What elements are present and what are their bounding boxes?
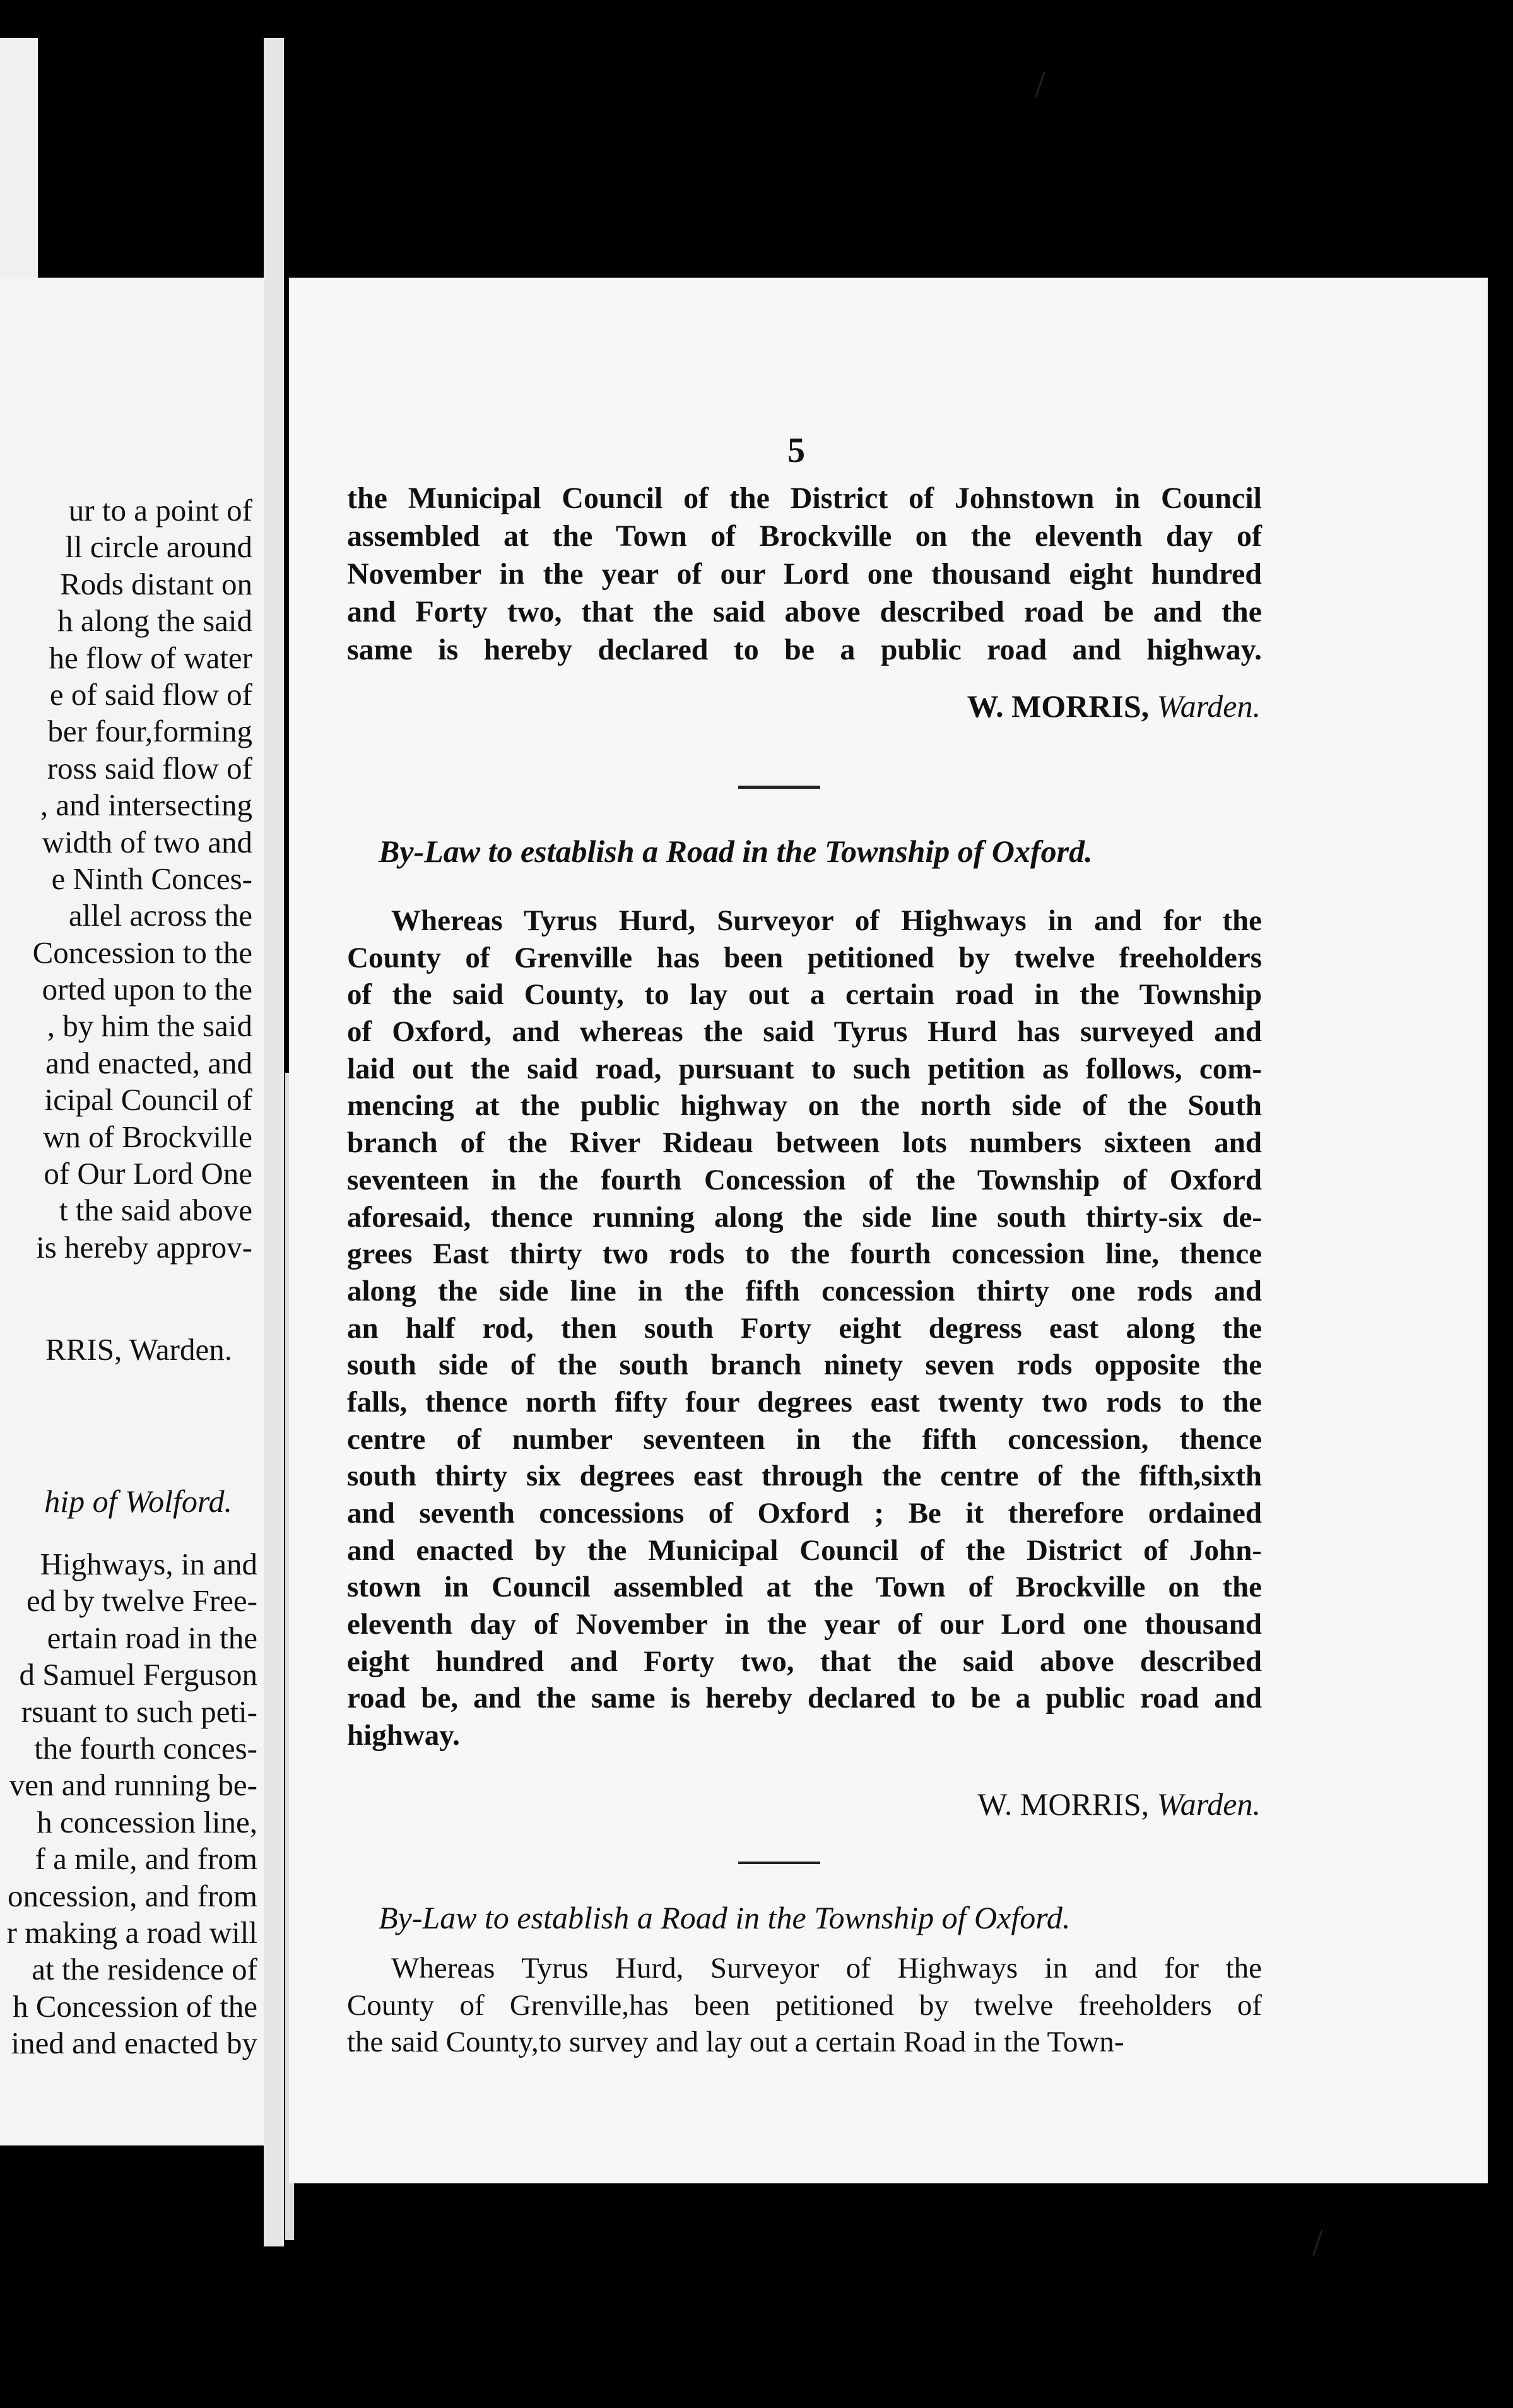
left-page-line: rsuant to such peti- <box>21 1694 257 1729</box>
left-page-line: ross said flow of <box>47 750 252 786</box>
left-page-text-block-2 <box>0 1546 257 2062</box>
left-page-line: ertain road in the <box>47 1620 257 1655</box>
bylaw-body-2 <box>347 1950 1262 2061</box>
body-line: highway. <box>347 1719 460 1752</box>
left-page-line: at the residence of <box>32 1952 257 1987</box>
bylaw-heading-1: By-Law to establish a Road in the Township of Oxford. <box>379 834 1093 869</box>
left-page-line: e Ninth Conces- <box>51 861 252 896</box>
body-line: laid out the said road, pursuant to such petition as follows, com- <box>347 1052 1262 1085</box>
intro-paragraph <box>347 480 1262 669</box>
body-line: of Oxford, and whereas the said Tyrus Hurd has surveyed and <box>347 1015 1262 1049</box>
body-line: falls, thence north fifty four degrees east twenty two rods to the <box>347 1385 1262 1419</box>
body-line: branch of the River Rideau between lots numbers sixteen and <box>347 1126 1262 1160</box>
left-page-line: he flow of water <box>49 640 252 675</box>
left-page-line: allel across the <box>68 898 252 933</box>
intro-line: November in the year of our Lord one thousand eight hundred <box>347 557 1262 591</box>
left-page-line: f a mile, and from <box>35 1841 257 1877</box>
tail-line: County of Grenville,has been petitioned by twelve freeholders of <box>347 1988 1262 2022</box>
left-page <box>0 278 264 2145</box>
left-page-line: width of two and <box>42 824 252 859</box>
left-page-line: Highways, in and <box>40 1547 257 1581</box>
body-line: an half rod, then south Forty eight degress east along the <box>347 1311 1262 1345</box>
tail-line: the said County,to survey and lay out a certain Road in the Town- <box>347 2026 1124 2059</box>
body-line: eleventh day of November in the year of our Lord one thousand <box>347 1608 1262 1641</box>
left-page-line: h Concession of the <box>13 1988 257 2024</box>
left-page-line: and enacted, and <box>45 1045 252 1080</box>
left-page-line: t the said above <box>59 1193 252 1228</box>
intro-line: assembled at the Town of Brockville on the eleventh day of <box>347 519 1262 553</box>
body-line: road be, and the same is hereby declared to be a public road and <box>347 1682 1262 1715</box>
body-line: centre of number seventeen in the fifth concession, thence <box>347 1422 1262 1456</box>
body-line: mencing at the public highway on the north side of the South <box>347 1089 1262 1123</box>
left-page-line: ur to a point of <box>68 493 252 528</box>
left-page-line: d Samuel Ferguson <box>19 1657 257 1692</box>
left-page-line: ll circle around <box>65 529 252 565</box>
left-page-line: orted upon to the <box>42 972 252 1007</box>
left-page-line: is hereby approv- <box>36 1229 252 1265</box>
left-page-line: ven and running be- <box>9 1768 257 1803</box>
signature-1-name: W. MORRIS, <box>967 688 1150 724</box>
signature-1 <box>967 688 1261 724</box>
left-page-line: wn of Brockville <box>42 1119 252 1154</box>
left-page-line: ined and enacted by <box>11 2026 257 2061</box>
page-number: 5 <box>787 431 805 470</box>
left-page-line: of Our Lord One <box>44 1156 252 1191</box>
body-line: County of Grenville has been petitioned by twelve freeholders <box>347 941 1262 974</box>
body-line: south thirty six degrees east through the centre of the fifth,sixth <box>347 1460 1262 1493</box>
body-line: grees East thirty two rods to the fourth concession line, thence <box>347 1237 1262 1271</box>
left-page-line: ed by twelve Free- <box>26 1583 257 1619</box>
signature-2-name: W. MORRIS, <box>977 1786 1150 1822</box>
body-line: eight hundred and Forty two, that the said above described <box>347 1644 1262 1678</box>
left-page-line: the fourth conces- <box>34 1730 257 1766</box>
left-page-heading: hip of Wolford. <box>44 1484 232 1519</box>
body-line: of the said County, to lay out a certain road in the Township <box>347 978 1262 1012</box>
left-page-line: ber four,forming <box>47 714 252 749</box>
separator-rule-1 <box>738 786 820 789</box>
signature-2-title: Warden. <box>1157 1786 1261 1822</box>
intro-line: the Municipal Council of the District of Johnstown in Council <box>347 481 1262 515</box>
intro-line: and Forty two, that the said above described road be and the <box>347 595 1262 629</box>
left-page-line: , and intersecting <box>40 788 252 823</box>
bylaw-body-1 <box>347 902 1262 1754</box>
tail-line: Whereas Tyrus Hurd, Surveyor of Highways in and for the <box>391 1952 1262 1985</box>
body-line: seventeen in the fourth Concession of the Township of Oxford <box>347 1163 1262 1196</box>
margin-mark-top: / <box>1035 64 1045 105</box>
left-page-line: , by him the said <box>47 1008 252 1044</box>
signature-2 <box>977 1786 1261 1822</box>
left-page-edge <box>0 38 38 316</box>
left-page-line: h concession line, <box>37 1804 257 1839</box>
body-line: aforesaid, thence running along the side line south thirty-six de- <box>347 1200 1262 1234</box>
left-page-line: h along the said <box>57 603 252 639</box>
left-page-text-block-1 <box>0 492 252 1266</box>
body-line: and seventh concessions of Oxford ; Be it therefore ordained <box>347 1497 1262 1530</box>
left-page-signature: RRIS, Warden. <box>45 1332 232 1367</box>
body-line: and enacted by the Municipal Council of the District of John- <box>347 1533 1262 1567</box>
separator-rule-2 <box>738 1862 820 1864</box>
margin-mark-bottom: / <box>1312 2222 1323 2263</box>
signature-1-title: Warden. <box>1157 688 1261 724</box>
body-line: Whereas Tyrus Hurd, Surveyor of Highways in and for the <box>391 904 1262 937</box>
body-line: along the side line in the fifth concession thirty one rods and <box>347 1274 1262 1307</box>
intro-line: same is hereby declared to be a public road and highway. <box>347 633 1262 666</box>
left-page-line: r making a road will <box>6 1915 257 1950</box>
left-page-line: Concession to the <box>32 935 252 970</box>
book-spine <box>264 38 284 2246</box>
body-line: stown in Council assembled at the Town of Brockville on the <box>347 1571 1262 1604</box>
left-page-line: Rods distant on <box>60 566 252 601</box>
bylaw-heading-2: By-Law to establish a Road in the Township of Oxford. <box>379 1900 1071 1935</box>
left-page-line: icipal Council of <box>44 1082 252 1118</box>
body-line: south side of the south branch ninety seven rods opposite the <box>347 1349 1262 1382</box>
left-page-line: oncession, and from <box>8 1878 257 1913</box>
left-page-line: e of said flow of <box>49 676 252 712</box>
